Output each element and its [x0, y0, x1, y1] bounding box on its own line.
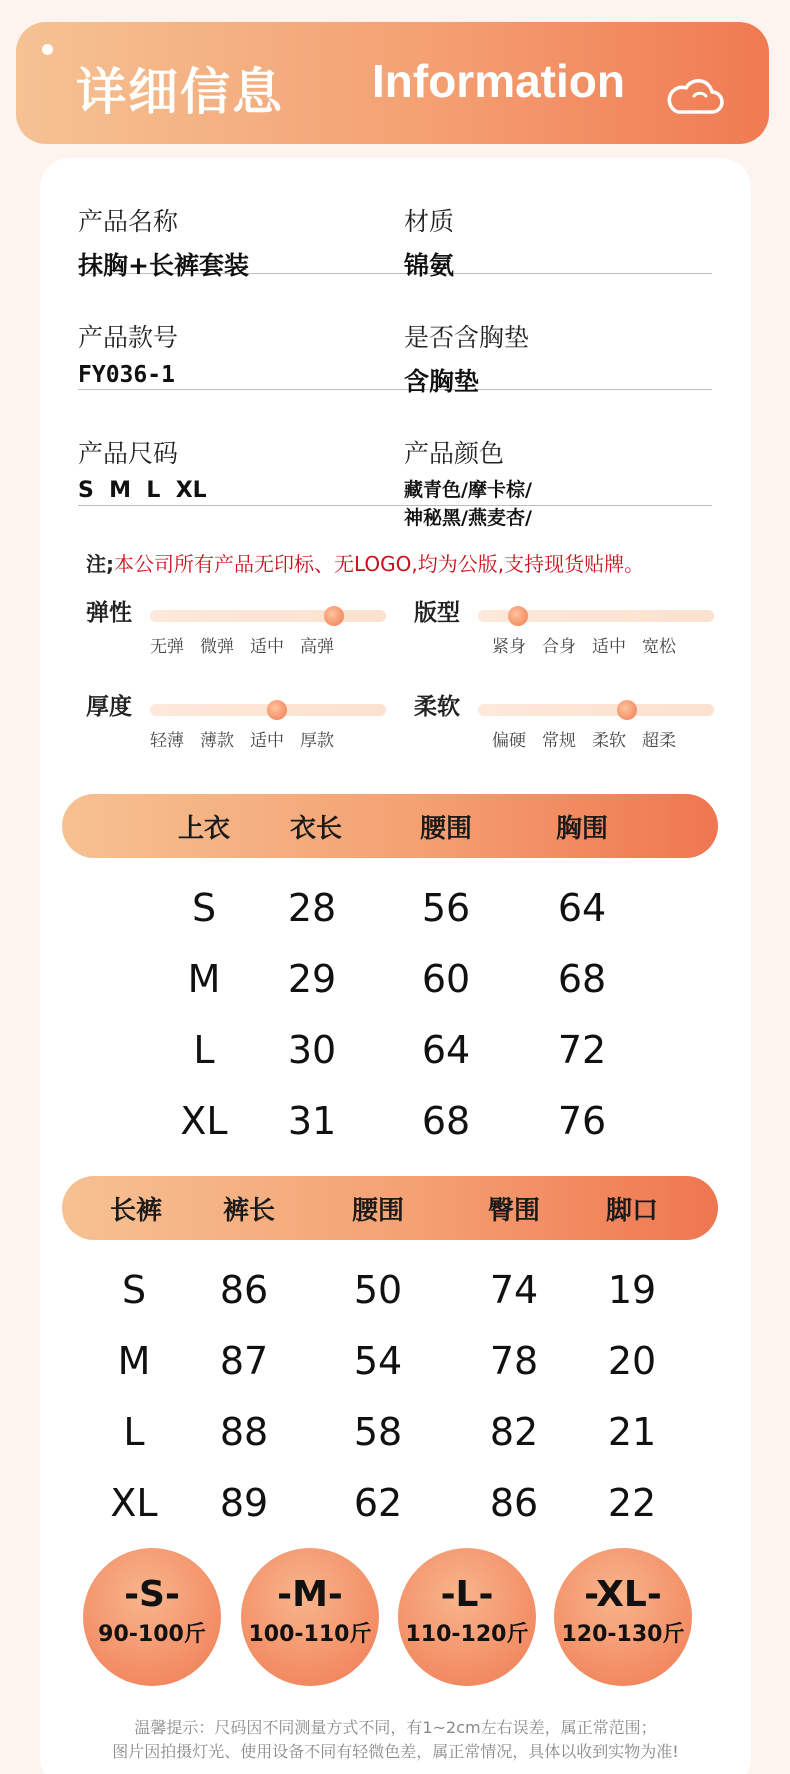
table-cell: 78	[489, 1339, 539, 1383]
product-name-value: 抹胸+长裤套装	[78, 251, 249, 280]
slider-ticks	[492, 726, 728, 751]
slider-tick: 柔软	[592, 731, 626, 751]
table-cell: 31	[287, 1099, 337, 1143]
table-cell: S	[191, 886, 217, 930]
table-cell: 60	[421, 957, 471, 1001]
table-row	[40, 1093, 751, 1163]
material-cell	[404, 158, 454, 282]
color-label: 产品颜色	[404, 439, 505, 468]
column-header: 脚口	[605, 1196, 659, 1226]
weight-size: -XL-	[584, 1574, 662, 1615]
slider-tick: 超柔	[642, 731, 676, 751]
slider-label: 厚度	[86, 694, 132, 720]
column-header: 臀围	[487, 1196, 541, 1226]
table-row	[40, 951, 751, 1021]
slider-tick: 薄款	[200, 731, 234, 751]
weight-badge-m	[241, 1548, 379, 1686]
table-row	[40, 1262, 751, 1332]
slider-tick: 微弹	[200, 637, 234, 657]
color-value-line1: 藏青色/摩卡棕/	[404, 479, 532, 501]
table-cell: L	[123, 1410, 145, 1454]
table-cell: 76	[557, 1099, 607, 1143]
slider-tick: 紧身	[492, 637, 526, 657]
note	[86, 548, 644, 577]
slider-tick: 适中	[250, 731, 284, 751]
product-name-cell	[78, 158, 249, 282]
table-cell: 29	[287, 957, 337, 1001]
details-card	[40, 158, 751, 1774]
header-banner	[16, 22, 769, 144]
table-cell: 88	[219, 1410, 269, 1454]
weight-range: 100-110斤	[248, 1622, 372, 1647]
table-cell: 64	[557, 886, 607, 930]
slider-tick: 无弹	[150, 637, 184, 657]
slider-softness	[414, 688, 734, 751]
slider-tick: 偏硬	[492, 731, 526, 751]
table-cell: 68	[557, 957, 607, 1001]
slider-ticks	[150, 726, 386, 751]
slider-label: 柔软	[414, 694, 460, 720]
column-header: 衣长	[289, 814, 343, 844]
slider-knob	[267, 700, 287, 720]
slider-ticks	[150, 632, 386, 657]
slider-label: 版型	[414, 600, 460, 626]
table-cell: 54	[353, 1339, 403, 1383]
table-cell: 89	[219, 1481, 269, 1525]
table-cell: S	[121, 1268, 147, 1312]
slider-track	[478, 704, 714, 716]
slider-tick: 高弹	[300, 637, 334, 657]
slider-tick: 宽松	[642, 637, 676, 657]
weight-range: 120-130斤	[561, 1622, 685, 1647]
slider-track	[150, 610, 386, 622]
table-cell: 20	[607, 1339, 657, 1383]
slider-tick: 厚款	[300, 731, 334, 751]
padding-label: 是否含胸垫	[404, 323, 530, 352]
tip-line-1: 温馨提示：尺码因不同测量方式不同，有1~2cm左右误差，属正常范围；	[134, 1718, 657, 1737]
weight-range: 110-120斤	[405, 1622, 529, 1647]
table-cell: 86	[219, 1268, 269, 1312]
padding-value: 含胸垫	[404, 367, 480, 396]
table-cell: 50	[353, 1268, 403, 1312]
material-label: 材质	[404, 207, 455, 236]
slider-tick: 常规	[542, 731, 576, 751]
table-cell: 28	[287, 886, 337, 930]
slider-label: 弹性	[86, 600, 132, 626]
column-header: 上衣	[177, 814, 231, 844]
weight-size: -M-	[277, 1574, 343, 1615]
weight-badge-l	[398, 1548, 536, 1686]
size-cell	[78, 390, 207, 503]
slider-tick: 轻薄	[150, 731, 184, 751]
table-cell: 19	[607, 1268, 657, 1312]
note-prefix: 注;	[86, 552, 114, 576]
table-row	[40, 1022, 751, 1092]
material-value: 锦氨	[404, 251, 455, 280]
weight-range: 90-100斤	[98, 1622, 206, 1647]
product-name-label: 产品名称	[78, 207, 179, 236]
title-english: Information	[372, 55, 625, 107]
table-cell: 21	[607, 1410, 657, 1454]
column-header: 腰围	[419, 814, 473, 844]
slider-tick: 适中	[250, 637, 284, 657]
table-row	[40, 1475, 751, 1545]
title-chinese: 详细信息	[76, 63, 284, 121]
column-header: 胸围	[555, 814, 609, 844]
table-cell: 82	[489, 1410, 539, 1454]
color-cell	[404, 390, 532, 532]
tip-line-2: 图片因拍摄灯光、使用设备不同有轻微色差，属正常情况，具体以收到实物为准!	[112, 1742, 679, 1761]
table-cell: M	[187, 957, 221, 1001]
weight-badge-s	[83, 1548, 221, 1686]
table-cell: 87	[219, 1339, 269, 1383]
table-cell: 22	[607, 1481, 657, 1525]
cloud-icon	[664, 78, 724, 118]
top-size-table-header	[62, 794, 718, 858]
table-row	[40, 880, 751, 950]
note-text: 本公司所有产品无印标、无LOGO,均为公版,支持现货贴牌。	[114, 552, 645, 576]
table-cell: 64	[421, 1028, 471, 1072]
table-cell: M	[117, 1339, 151, 1383]
weight-size: -S-	[124, 1574, 180, 1615]
slider-fit	[414, 594, 734, 657]
table-cell: XL	[110, 1481, 158, 1525]
info-row-style	[78, 274, 712, 396]
table-cell: L	[193, 1028, 215, 1072]
size-label: 产品尺码	[78, 439, 179, 468]
table-row	[40, 1333, 751, 1403]
table-cell: 74	[489, 1268, 539, 1312]
table-cell: 68	[421, 1099, 471, 1143]
color-value-line2: 神秘黑/燕麦杏/	[404, 507, 532, 529]
column-header: 裤长	[222, 1196, 276, 1226]
column-header: 腰围	[351, 1196, 405, 1226]
table-cell: 62	[353, 1481, 403, 1525]
table-cell: 72	[557, 1028, 607, 1072]
table-cell: XL	[180, 1099, 228, 1143]
table-cell: 30	[287, 1028, 337, 1072]
table-row	[40, 1404, 751, 1474]
weight-size: -L-	[440, 1574, 494, 1615]
style-number-value: FY036-1	[78, 362, 175, 388]
slider-elasticity	[86, 594, 406, 657]
padding-cell	[404, 274, 529, 398]
style-number-cell	[78, 274, 178, 388]
slider-thickness	[86, 688, 406, 751]
dot-decoration	[42, 44, 53, 55]
slider-tick: 适中	[592, 637, 626, 657]
slider-tick: 合身	[542, 637, 576, 657]
style-number-label: 产品款号	[78, 323, 179, 352]
table-cell: 56	[421, 886, 471, 930]
slider-knob	[508, 606, 528, 626]
column-header: 长裤	[109, 1196, 163, 1226]
table-cell: 58	[353, 1410, 403, 1454]
slider-knob	[617, 700, 637, 720]
pants-size-table-header	[62, 1176, 718, 1240]
size-value: S M L XL	[78, 478, 207, 503]
info-row-name	[78, 158, 712, 280]
weight-badge-xl	[554, 1548, 692, 1686]
table-cell: 86	[489, 1481, 539, 1525]
slider-knob	[324, 606, 344, 626]
info-row-size	[78, 390, 712, 529]
slider-ticks	[492, 632, 728, 657]
